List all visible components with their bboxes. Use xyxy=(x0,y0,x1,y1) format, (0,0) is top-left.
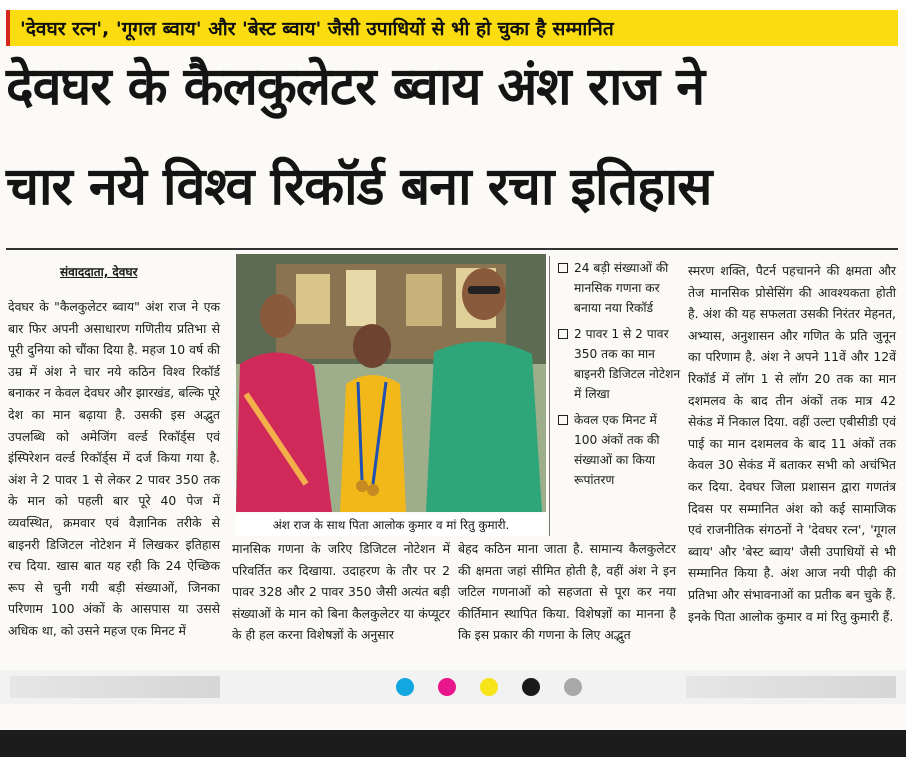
yellow-registration-dot xyxy=(480,678,498,696)
cyan-registration-dot xyxy=(396,678,414,696)
black-registration-dot xyxy=(522,678,540,696)
news-photo xyxy=(236,254,546,512)
highlight-item xyxy=(556,258,682,318)
highlights-box xyxy=(556,258,682,496)
checkbox-bullet-icon xyxy=(558,329,568,339)
gray-registration-bar-left xyxy=(10,676,220,698)
kicker-text: 'देवघर रत्न', 'गूगल ब्वाय' और 'बेस्ट ब्वाय' जैसी उपाधियों से भी हो चुका है सम्मानित xyxy=(20,18,614,40)
headline-line-2: चार नये विश्व रिकॉर्ड बना रचा इतिहास xyxy=(6,157,712,217)
highlights-divider xyxy=(549,256,550,536)
family-photo-illustration xyxy=(236,254,546,512)
article-column-1: देवघर के "कैलकुलेटर ब्वाय" अंश राज ने एक बार फिर अपनी असाधारण गणितीय प्रतिभा से पूरी दुनिया को चौंका दिया है. महज 10 वर्ष की उम्र में अंश ने चार नये कठिन विश्व रिकॉर्ड बनाकर न केवल देवघर और झारखंड, बल्कि पूरे देश का मान बढ़ाया है. उसकी इस अद्भुत उपलब्धि को अमेजिंग वर्ल्ड रिकॉर्ड्स एवं इंस्पिरेशन वर्ल्ड रिकॉर्ड्स में दर्ज किया गया है. अंश ने 2 पावर 1 से लेकर 2 पावर 350 तक के मान को पहली बार पूरे 40 पेज में व्यवस्थित, क्रमवार एवं वैज्ञानिक तरीके से बाइनरी डिजिटल नोटेशन में लिखकर इतिहास रच दिया. खास बात यह रही कि 24 ऐच्छिक रूप से चुनी गयी बड़ी संख्याओं, जिनका परिणाम 100 अंकों के आसपास या उससे अधिक था, को उसने महज एक मिनट में xyxy=(8,299,220,638)
byline: संवाददाता, देवघर xyxy=(60,265,138,279)
article-column-4: स्मरण शक्ति, पैटर्न पहचानने की क्षमता और तेज मानसिक प्रोसेसिंग की आवश्यकता होती है. अंश की यह सफलता उसकी निरंतर मेहनत, अभ्यास, अनुशासन और गणित के प्रति जुनून का परिणाम है. अंश ने अपने 11वें और 12वें रिकॉर्ड में लॉग 1 से लॉग 20 तक का मान दशमलव के बाद तीन अंकों तक मात्र 42 सेकंड में निकाल दिया. वहीं उल्टा एबीसीडी एवं पाई का मान दशमलव के बाद 11 अंकों तक केवल 30 सेकंड में बताकर सभी को अचंभित कर दिया. देवघर जिला प्रशासन द्वारा गणतंत्र दिवस पर सम्मानित अंश को कई सामाजिक एवं राजनीतिक संगठनों ने 'देवघर रत्न', 'गूगल ब्वाय' और 'बेस्ट ब्वाय' जैसी उपाधियों से भी सम्मानित किया है. अंश आज नयी पीढ़ी की प्रतिभा और संभावनाओं का प्रतीक बन चुके हैं. इनके पिता आलोक कुमार व मां रितु कुमारी हैं. xyxy=(688,263,896,624)
checkbox-bullet-icon xyxy=(558,415,568,425)
highlight-item xyxy=(556,410,682,490)
gray-registration-dot xyxy=(564,678,582,696)
bottom-dark-bar xyxy=(0,730,906,757)
highlight-text: 24 बड़ी संख्याओं की मानसिक गणना कर बनाया नया रिकॉर्ड xyxy=(574,261,669,315)
magenta-registration-dot xyxy=(438,678,456,696)
article-column-3: बेहद कठिन माना जाता है. सामान्य कैलकुलेटर की क्षमता जहां सीमित होती है, वहीं अंश ने इन जटिल गणनाओं को सहजता से पूरा कर नया कीर्तिमान स्थापित किया. विशेषज्ञों का मानना है कि इस प्रकार की गणना के लिए अद्भुत xyxy=(458,541,676,643)
gray-registration-bar-right xyxy=(686,676,896,698)
checkbox-bullet-icon xyxy=(558,263,568,273)
highlight-text: केवल एक मिनट में 100 अंकों तक की संख्याओं का किया रूपांतरण xyxy=(574,413,660,487)
top-margin xyxy=(0,0,906,10)
kicker-banner xyxy=(6,10,898,46)
highlight-text: 2 पावर 1 से 2 पावर 350 तक का मान बाइनरी डिजिटल नोटेशन में लिखा xyxy=(574,327,681,401)
headline-line-1: देवघर के कैलकुलेटर ब्वाय अंश राज ने xyxy=(6,57,705,117)
headline-divider xyxy=(6,248,898,250)
highlight-item xyxy=(556,324,682,404)
photo-caption: अंश राज के साथ पिता आलोक कुमार व मां रितु कुमारी. xyxy=(236,514,546,536)
article-column-2: मानसिक गणना के जरिए डिजिटल नोटेशन में परिवर्तित कर दिखाया. उदाहरण के तौर पर 2 पावर 328 और 2 पावर 350 जैसी अत्यंत बड़ी संख्याओं के मान को बिना कैलकुलेटर या कंप्यूटर के ही हल करना विशेषज्ञों के अनुसार xyxy=(232,541,450,643)
